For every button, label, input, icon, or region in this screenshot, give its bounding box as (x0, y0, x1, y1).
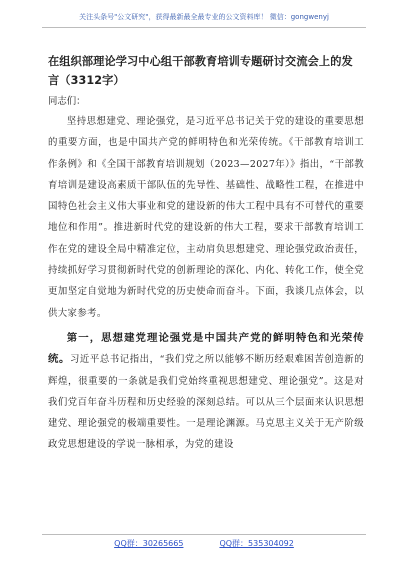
footer-qq-group-1[interactable]: QQ群：30265665 (114, 539, 184, 548)
paragraph-text: 习近平总书记指出，“我们党之所以能够不断历经艰难困苦创造新的辉煌，很重要的一条就是我们党始终重视思想建党、理论强党”。这是对我们党百年奋斗历程和历史经验的深刻总结。可以从三个层面来认识思想建党、理论强党的极端重要性。一是理论渊源。马克思主义关于无产阶级政党思想建设的学说一脉相承，为党的建设 (48, 354, 364, 451)
paragraph-lead: 第一，思想建党理论强党是中国共产党的鲜明特色和光荣传统。 (48, 331, 364, 366)
paragraph (48, 111, 364, 324)
document-body (48, 52, 364, 456)
paragraph-text: 坚持思想建党、理论强党，是习近平总书记关于党的建设的重要思想的重要方面，也是中国共产党的鲜明特色和光荣传统。《干部教育培训工作条例》和《全国干部教育培训规划（2023—2027年）》指出，“干部教育培训是建设高素质干部队伍的先导性、基础性、战略性工程，在推进中国特色社会主义伟大事业和党的建设新的伟大工程中具有不可替代的重要地位和作用”。推进新时代党的建设新的伟大工程，要求干部教育培训工作在党的建设全局中精准定位，主动肩负思想建党、理论强党政治责任，持续抓好学习贯彻新时代党的创新理论的深化、内化、转化工作，使全党更加坚定自觉地为新时代党的历史使命而奋斗。下面，我谈几点体会，以供大家参考。 (48, 116, 364, 319)
page-footer (42, 534, 366, 549)
document-title: 在组织部理论学习中心组干部教育培训专题研讨交流会上的发言（3312字） (48, 55, 353, 87)
footer-qq-group-2[interactable]: QQ群：535304092 (219, 539, 294, 548)
page-header-note: 关注头条号"公文研究"，获得最新最全最专业的公文资料库！ 微信：gongwenyj (42, 12, 366, 28)
paragraph (48, 328, 364, 456)
salutation: 同志们： (48, 96, 86, 107)
